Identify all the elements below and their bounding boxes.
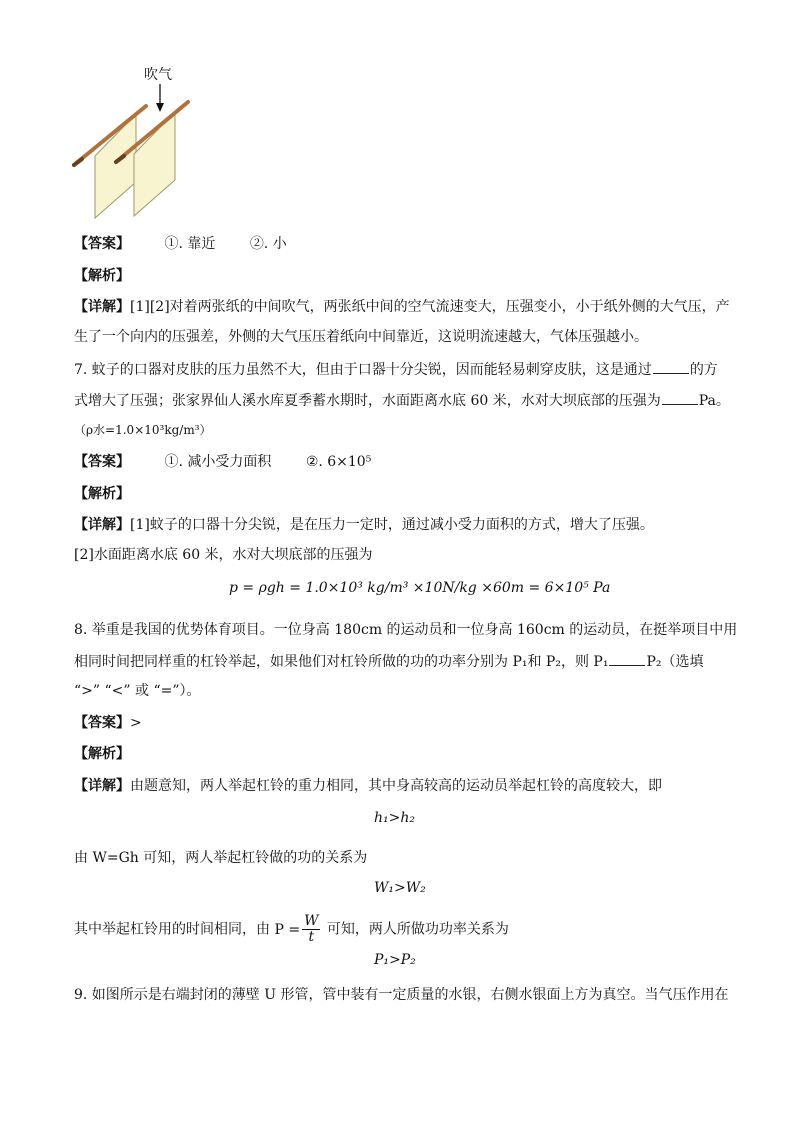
q8-analysis-tag: 【解析】 xyxy=(74,746,130,762)
q7-analysis-tag: 【解析】 xyxy=(74,486,130,502)
q8-text-b: P₂（选填 xyxy=(646,654,704,670)
answer-value: > xyxy=(130,715,142,731)
q7-answer-row xyxy=(74,452,371,472)
detail-tag: 【详解】 xyxy=(74,517,130,533)
q7-line2 xyxy=(74,390,730,411)
q8-text-a: 相同时间把同样重的杠铃举起，如果他们对杠铃所做的功的功率分别为 P₁和 P₂，则 P₁ xyxy=(74,654,609,670)
q6-detail-line1 xyxy=(74,297,730,317)
q7-detail-line1 xyxy=(74,515,654,535)
q8-power-text-b: 可知，两人所做功功率关系为 xyxy=(326,921,509,938)
q7-text-d: Pa。 xyxy=(698,393,730,409)
detail-text: [1]蚊子的口器十分尖锐，是在压力一定时，通过减小受力面积的方式，增大了压强。 xyxy=(130,517,654,533)
paper-rod-drawing xyxy=(70,62,200,222)
detail-tag: 【详解】 xyxy=(74,778,130,794)
q7-text-c: 式增大了压强；张家界仙人溪水库夏季蓄水期时，水面距离水底 60 米，水对大坝底部的压强为 xyxy=(74,393,661,409)
q6-answer-row xyxy=(74,234,287,254)
q7-text-b: 的方 xyxy=(689,362,718,378)
answer-blank xyxy=(653,359,689,374)
q7-pressure-formula: p = ρgh = 1.0×10³ kg/m³ ×10N/kg ×60m = 6×10⁵ Pa xyxy=(229,580,611,596)
q8-line1: 8. 举重是我国的优势体育项目。一位身高 180cm 的运动员和一位身高 160cm 的运动员，在挺举项目中用 xyxy=(74,622,738,638)
answer-1: ①. 靠近 xyxy=(164,236,216,252)
answer-blank xyxy=(662,390,698,405)
detail-text: 由题意知，两人举起杠铃的重力相同，其中身高较高的运动员举起杠铃的高度较大，即 xyxy=(130,778,662,794)
q8-work-line: 由 W=Gh 可知，两人举起杠铃做的功的关系为 xyxy=(74,850,368,866)
q8-work-relation: W₁>W₂ xyxy=(374,880,426,896)
power-formula: P = $\frac{W}{t}$ xyxy=(274,913,319,945)
q8-power-relation: P₁>P₂ xyxy=(374,952,416,968)
q7-text-a: 7. 蚊子的口器对皮肤的压力虽然不大，但由于口器十分尖锐，因而能轻易刺穿皮肤，这是通过 xyxy=(74,362,652,378)
detail-tag: 【详解】 xyxy=(74,299,130,315)
q8-power-text-a: 其中举起杠铃用的时间相同，由 xyxy=(74,921,270,938)
answer-tag: 【答案】 xyxy=(74,715,130,731)
q8-line3: “>” “<” 或 “=”）。 xyxy=(74,683,201,699)
q8-height-relation: h₁>h₂ xyxy=(374,810,415,826)
q8-detail-line1 xyxy=(74,776,662,796)
answer-2: ②. 6×10⁵ xyxy=(305,454,372,470)
answer-1: ①. 减小受力面积 xyxy=(164,454,272,470)
q8-power-line xyxy=(74,914,509,945)
answer-tag: 【答案】 xyxy=(74,236,130,252)
q7-line1 xyxy=(74,359,718,380)
paper-blowing-figure xyxy=(70,62,200,222)
q6-analysis-tag: 【解析】 xyxy=(74,268,130,284)
answer-2: ②. 小 xyxy=(249,236,287,252)
q7-line3: （ρ水=1.0×10³kg/m³） xyxy=(74,423,212,437)
answer-tag: 【答案】 xyxy=(74,454,130,470)
q8-line2 xyxy=(74,651,704,672)
detail-text: [1][2]对着两张纸的中间吹气，两张纸中间的空气流速变大，压强变小，小于纸外侧的大气压，产 xyxy=(130,299,730,315)
q8-answer-row xyxy=(74,713,142,733)
q7-detail-line2: [2]水面距离水底 60 米，水对大坝底部的压强为 xyxy=(74,547,373,563)
q6-detail-line2: 生了一个向内的压强差，外侧的大气压压着纸向中间靠近，这说明流速越大，气体压强越小。 xyxy=(74,329,648,345)
figure-arrow-label: 吹气 xyxy=(144,67,172,83)
q9-line1: 9. 如图所示是右端封闭的薄壁 U 形管，管中装有一定质量的水银，右侧水银面上方为真空。当气压作用在 xyxy=(74,987,729,1003)
answer-blank xyxy=(609,651,645,666)
